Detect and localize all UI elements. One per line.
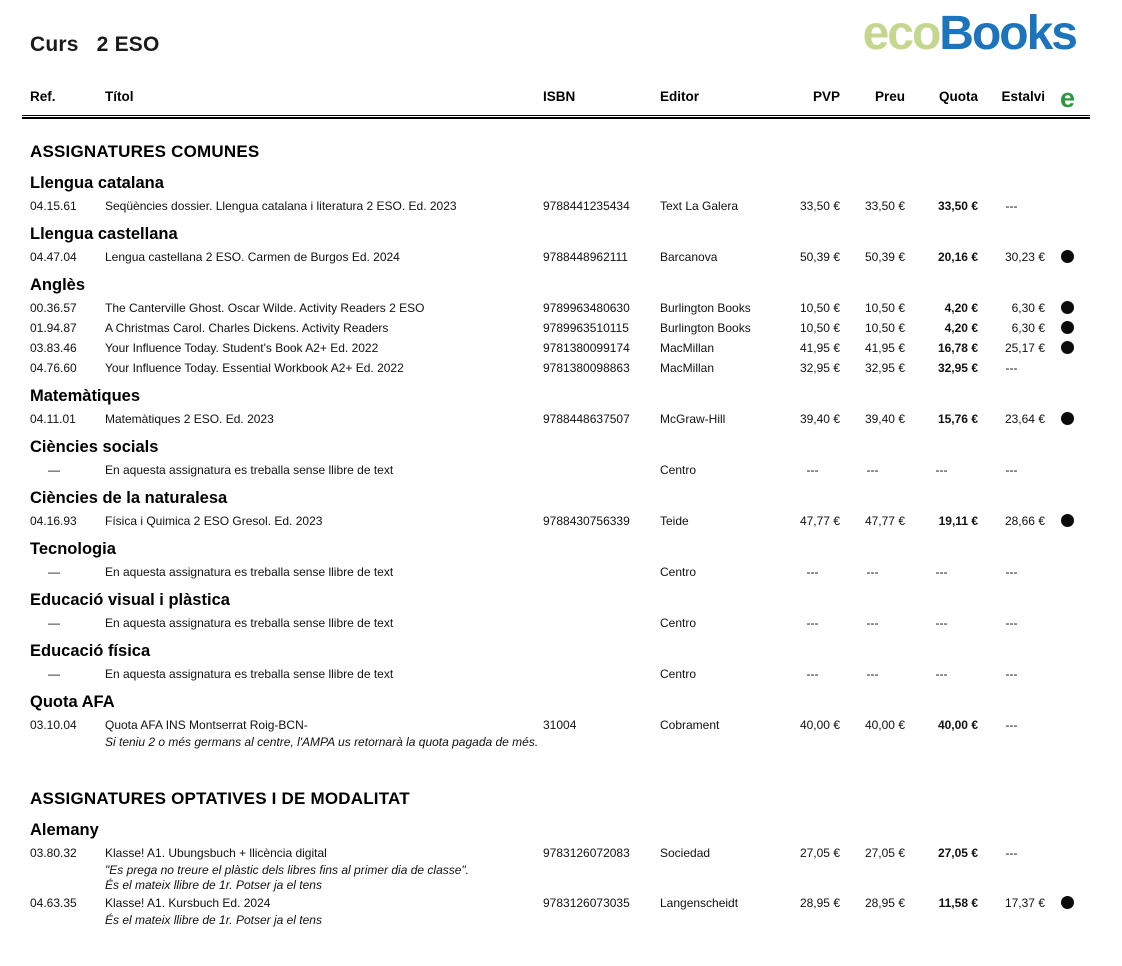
table-row — [0, 247, 1122, 267]
cell-quota: --- — [935, 565, 948, 579]
cell-isbn: 9788430756339 — [543, 514, 630, 528]
cell-isbn: 9788441235434 — [543, 199, 630, 213]
cell-ref: 03.80.32 — [30, 846, 77, 860]
dot-cell — [1045, 247, 1090, 267]
row-note: "Es prega no treure el plàstic dels libres fins al primer dia de classe". — [105, 863, 470, 877]
cell-ref: 04.16.93 — [30, 514, 77, 528]
cell-title: Seqüències dossier. Llengua catalana i literatura 2 ESO. Ed. 2023 — [105, 199, 457, 213]
cell-title: Matemàtiques 2 ESO. Ed. 2023 — [105, 412, 274, 426]
cell-preu: 39,40 € — [864, 412, 905, 426]
cell-editor: Cobrament — [660, 718, 720, 732]
table-row — [0, 196, 1122, 216]
subject-heading: Educació física — [30, 642, 151, 660]
cell-quota: 40,00 € — [937, 718, 978, 732]
course-label: Curs — [30, 33, 79, 56]
cell-preu: 47,77 € — [864, 514, 905, 528]
subject-heading: Llengua castellana — [30, 225, 178, 243]
cell-isbn: 9781380098863 — [543, 361, 630, 375]
cell-pvp: --- — [806, 616, 819, 630]
cell-editor: Sociedad — [660, 846, 711, 860]
cell-preu: 10,50 € — [864, 301, 905, 315]
cell-title: A Christmas Carol. Charles Dickens. Activity Readers — [105, 321, 389, 335]
cell-estalvi: 28,66 € — [1004, 514, 1045, 528]
column-header-editor: Editor — [660, 89, 699, 104]
cell-title: Lengua castellana 2 ESO. Carmen de Burgos Ed. 2024 — [105, 250, 400, 264]
subject-heading: Matemàtiques — [30, 387, 141, 405]
cell-editor: Teide — [660, 514, 689, 528]
page-header — [0, 0, 1122, 84]
assignatures-section — [0, 786, 1122, 928]
cell-editor: Centro — [660, 463, 697, 477]
cell-estalvi: 17,37 € — [1004, 896, 1045, 910]
subject-heading: Ciències de la naturalesa — [30, 489, 228, 507]
page-title — [30, 33, 160, 57]
cell-pvp: 33,50 € — [799, 199, 840, 213]
availability-dot-icon — [1061, 341, 1074, 354]
cell-quota: 20,16 € — [937, 250, 978, 264]
cell-ref: 03.10.04 — [30, 718, 77, 732]
column-header-preu: Preu — [874, 89, 905, 104]
cell-ref: — — [48, 667, 60, 681]
cell-pvp: 50,39 € — [799, 250, 840, 264]
cell-preu: 10,50 € — [864, 321, 905, 335]
cell-estalvi: --- — [1005, 199, 1018, 213]
cell-title: En aquesta assignatura es treballa sense llibre de text — [105, 463, 394, 477]
header-divider — [22, 115, 1090, 119]
subject-heading: Educació visual i plàstica — [30, 591, 230, 609]
row-note: És el mateix llibre de 1r. Potser ja el tens — [105, 913, 322, 927]
dot-cell — [1045, 409, 1090, 429]
cell-preu: 33,50 € — [864, 199, 905, 213]
column-header-ref: Ref. — [30, 89, 56, 104]
cell-ref: 01.94.87 — [30, 321, 77, 335]
cell-quota: 4,20 € — [944, 301, 978, 315]
cell-pvp: 32,95 € — [799, 361, 840, 375]
cell-editor: Centro — [660, 616, 697, 630]
cell-quota: --- — [935, 667, 948, 681]
cell-estalvi: --- — [1005, 846, 1018, 860]
logo-books-text: Books — [939, 7, 1076, 60]
cell-pvp: 27,05 € — [799, 846, 840, 860]
cell-preu: 28,95 € — [864, 896, 905, 910]
subject-heading: Tecnologia — [30, 540, 116, 558]
cell-editor: Burlington Books — [660, 301, 751, 315]
cell-title: Klasse! A1. Kursbuch Ed. 2024 — [105, 896, 271, 910]
cell-editor: Text La Galera — [660, 199, 739, 213]
cell-quota: 32,95 € — [937, 361, 978, 375]
cell-isbn: 31004 — [543, 718, 577, 732]
cell-isbn: 9789963510115 — [543, 321, 629, 335]
availability-dot-icon — [1061, 514, 1074, 527]
ecobooks-logo — [863, 6, 1076, 62]
availability-dot-icon — [1061, 321, 1074, 334]
cell-title: En aquesta assignatura es treballa sense llibre de text — [105, 616, 394, 630]
cell-preu: 40,00 € — [864, 718, 905, 732]
availability-dot-icon — [1061, 896, 1074, 909]
cell-estalvi: --- — [1005, 667, 1018, 681]
section-heading: ASSIGNATURES COMUNES — [30, 142, 260, 161]
assignatures-section — [0, 139, 1122, 750]
cell-title: Klasse! A1. Ubungsbuch + llicència digital — [105, 846, 327, 860]
cell-quota: 4,20 € — [944, 321, 978, 335]
cell-preu: --- — [866, 565, 879, 579]
cell-title: Física i Quimica 2 ESO Gresol. Ed. 2023 — [105, 514, 323, 528]
subject-heading: Alemany — [30, 821, 99, 839]
cell-editor: MacMillan — [660, 341, 715, 355]
availability-dot-icon — [1061, 412, 1074, 425]
cell-editor: Centro — [660, 667, 697, 681]
cell-preu: 32,95 € — [864, 361, 905, 375]
cell-quota: 27,05 € — [937, 846, 978, 860]
cell-pvp: --- — [806, 463, 819, 477]
cell-editor: Burlington Books — [660, 321, 751, 335]
table-row — [0, 562, 1122, 582]
availability-dot-icon — [1061, 250, 1074, 263]
cell-pvp: 41,95 € — [799, 341, 840, 355]
cell-ref: 04.11.01 — [30, 412, 76, 426]
cell-ref: 04.76.60 — [30, 361, 77, 375]
cell-title: En aquesta assignatura es treballa sense llibre de text — [105, 565, 394, 579]
cell-ref: — — [48, 616, 60, 630]
cell-editor: Centro — [660, 565, 697, 579]
logo-eco-text: eco — [862, 7, 940, 60]
cell-estalvi: --- — [1005, 565, 1018, 579]
table-row — [0, 664, 1122, 684]
cell-pvp: 28,95 € — [799, 896, 840, 910]
cell-ref: 04.47.04 — [30, 250, 77, 264]
cell-title: Quota AFA INS Montserrat Roig-BCN- — [105, 718, 308, 732]
table-row — [0, 511, 1122, 531]
ecobooks-e-icon: e — [1059, 87, 1076, 113]
dot-cell — [1045, 318, 1090, 338]
row-note: És el mateix llibre de 1r. Potser ja el tens — [105, 878, 322, 892]
cell-quota: 16,78 € — [937, 341, 978, 355]
table-row — [0, 843, 1122, 863]
cell-editor: McGraw-Hill — [660, 412, 726, 426]
cell-title: Your Influence Today. Student's Book A2+ Ed. 2022 — [105, 341, 379, 355]
cell-preu: 27,05 € — [864, 846, 905, 860]
table-row — [0, 715, 1122, 735]
cell-pvp: 47,77 € — [799, 514, 840, 528]
cell-quota: 11,58 € — [938, 896, 978, 910]
cell-title: En aquesta assignatura es treballa sense llibre de text — [105, 667, 394, 681]
table-row — [0, 338, 1122, 358]
column-header-quota: Quota — [939, 89, 978, 104]
cell-estalvi: 30,23 € — [1004, 250, 1045, 264]
cell-title: The Canterville Ghost. Oscar Wilde. Activity Readers 2 ESO — [105, 301, 425, 315]
cell-pvp: 40,00 € — [799, 718, 840, 732]
cell-quota: 33,50 € — [937, 199, 978, 213]
cell-isbn: 9781380099174 — [543, 341, 630, 355]
cell-ref: 04.63.35 — [30, 896, 77, 910]
section-heading: ASSIGNATURES OPTATIVES I DE MODALITAT — [30, 789, 410, 808]
dot-cell — [1045, 338, 1090, 358]
row-note: Si teniu 2 o més germans al centre, l'AMPA us retornarà la quota pagada de més. — [105, 735, 539, 749]
table-row — [0, 613, 1122, 633]
cell-editor: MacMillan — [660, 361, 715, 375]
subject-heading: Quota AFA — [30, 693, 115, 711]
dot-cell — [1045, 893, 1090, 913]
cell-pvp: 10,50 € — [799, 321, 840, 335]
course-value: 2 ESO — [96, 33, 160, 56]
table-row — [0, 460, 1122, 480]
subject-heading: Ciències socials — [30, 438, 159, 456]
availability-dot-icon — [1061, 301, 1074, 314]
table-header-row — [0, 84, 1122, 113]
cell-ref: — — [48, 565, 60, 579]
column-header-estalvi: Estalvi — [1001, 89, 1045, 104]
column-header-titol: Títol — [105, 89, 134, 104]
table-row — [0, 298, 1122, 318]
cell-estalvi: --- — [1005, 718, 1018, 732]
cell-isbn: 9783126073035 — [543, 896, 630, 910]
cell-quota: 15,76 € — [937, 412, 978, 426]
cell-ref: 04.15.61 — [30, 199, 77, 213]
dot-cell — [1045, 511, 1090, 531]
cell-pvp: --- — [806, 667, 819, 681]
table-row — [0, 893, 1122, 913]
cell-preu: --- — [866, 463, 879, 477]
cell-preu: 50,39 € — [864, 250, 905, 264]
table-row — [0, 318, 1122, 338]
table-body — [0, 139, 1122, 928]
cell-estalvi: 6,30 € — [1011, 301, 1045, 315]
cell-quota: --- — [935, 616, 948, 630]
column-header-isbn: ISBN — [543, 89, 576, 104]
subject-heading: Llengua catalana — [30, 174, 164, 192]
dot-cell — [1045, 298, 1090, 318]
cell-ref: 00.36.57 — [30, 301, 77, 315]
cell-estalvi: 6,30 € — [1011, 321, 1045, 335]
table-row — [0, 409, 1122, 429]
cell-ref: 03.83.46 — [30, 341, 77, 355]
cell-estalvi: 25,17 € — [1004, 341, 1045, 355]
cell-title: Your Influence Today. Essential Workbook A2+ Ed. 2022 — [105, 361, 404, 375]
cell-estalvi: --- — [1005, 616, 1018, 630]
subject-heading: Anglès — [30, 276, 86, 294]
cell-editor: Langenscheidt — [660, 896, 739, 910]
cell-isbn: 9783126072083 — [543, 846, 630, 860]
cell-estalvi: --- — [1005, 463, 1018, 477]
cell-editor: Barcanova — [660, 250, 718, 264]
column-header-pvp: PVP — [812, 89, 840, 104]
cell-preu: --- — [866, 667, 879, 681]
cell-preu: --- — [866, 616, 879, 630]
cell-isbn: 9788448962111 — [543, 250, 628, 264]
cell-estalvi: --- — [1005, 361, 1018, 375]
cell-quota: 19,11 € — [938, 514, 978, 528]
cell-isbn: 9789963480630 — [543, 301, 630, 315]
cell-pvp: 10,50 € — [799, 301, 840, 315]
cell-pvp: 39,40 € — [799, 412, 840, 426]
cell-quota: --- — [935, 463, 948, 477]
cell-preu: 41,95 € — [864, 341, 905, 355]
cell-estalvi: 23,64 € — [1004, 412, 1045, 426]
cell-isbn: 9788448637507 — [543, 412, 630, 426]
cell-ref: — — [48, 463, 60, 477]
cell-pvp: --- — [806, 565, 819, 579]
table-row — [0, 358, 1122, 378]
